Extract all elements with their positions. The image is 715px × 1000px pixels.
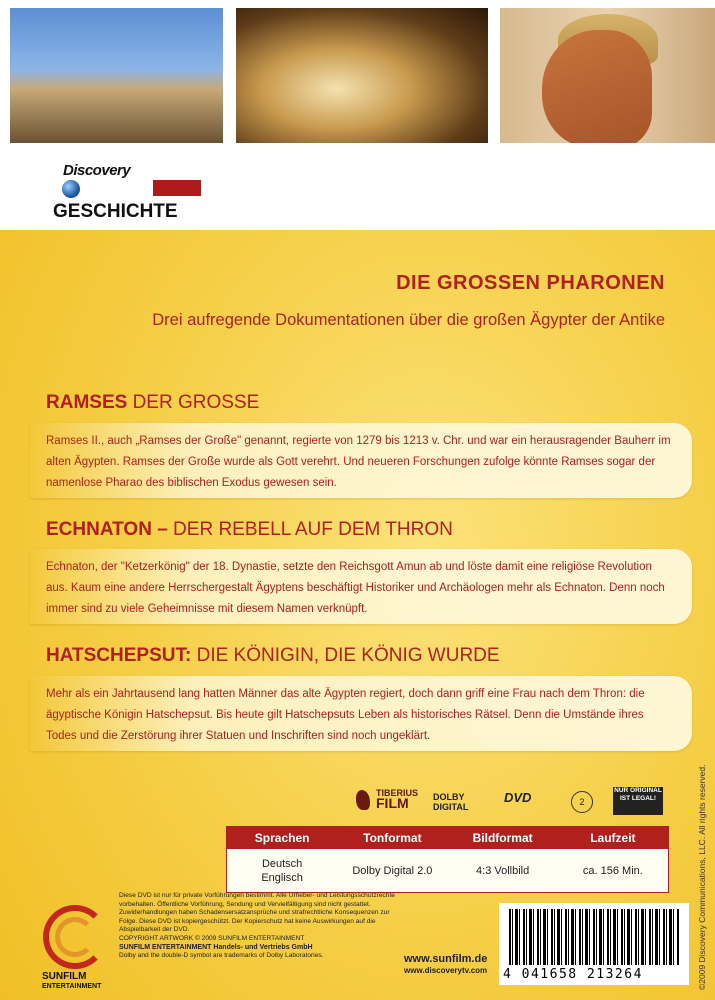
dolby-top-text: DOLBY [433, 792, 465, 802]
tiberius-icon [356, 790, 370, 810]
specs-table [226, 826, 669, 893]
section-heading-hatschepsut [46, 645, 500, 667]
pharaoh-face-shape [542, 30, 652, 143]
section-heading-bold: HATSCHEPSUT: [46, 645, 192, 666]
section-heading-rest: DIE KÖNIGIN, DIE KÖNIG WURDE [191, 645, 500, 666]
specs-tonformat-value [337, 849, 447, 892]
original-legal-badge [613, 787, 663, 815]
logo-sub-text: GESCHICHTE [53, 201, 178, 222]
tomb-photo [236, 8, 488, 143]
specs-languages [227, 849, 337, 892]
specs-header-bildformat: Bildformat [472, 831, 533, 845]
specs-value-row [227, 849, 668, 892]
section-box-hatschepsut [30, 676, 692, 751]
section-text: Ramses II., auch „Ramses der Große" genannt, regierte von 1279 bis 1213 v. Chr. und war ein herausragender Bauherr im alten Ägypten. Ramses der Große wurde als Gott verehrt. Und neueren Forschungen zufolge könnte Ramses sogar der namenlose Pharao des biblischen Exodus gewesen sein. [46, 435, 671, 489]
discovery-geschichte-logo [53, 158, 213, 226]
company-name: SUNFILM ENTERTAINMENT Handels- und Vertriebs GmbH [119, 943, 313, 951]
dolby-trademark: Dolby and the double-D symbol are trademarks of Dolby Laboratories. [119, 952, 324, 960]
bildformat-text: 4:3 Vollbild [476, 864, 530, 877]
dolby-digital-logo [433, 792, 468, 812]
laufzeit-text: ca. 156 Min. [582, 864, 643, 877]
section-text: Echnaton, der "Ketzerkönig" der 18. Dynastie, setzte den Reichsgott Amun ab und löste damit eine religiöse Revolution aus. Kaum eine andere Herrschergestalt Ägyptens beschäftigt Historiker und Archäologen mehr als Echnaton. Denn noch immer sind zu viele Geheimnisse mit diesem Namen verknüpft. [46, 561, 665, 615]
fine-print [119, 892, 409, 961]
language-2: Englisch [261, 871, 303, 884]
specs-header-row [227, 827, 668, 849]
page-title: DIE GROSSEN PHARONEN [396, 272, 665, 294]
obelisk-photo [10, 8, 223, 143]
dolby-bottom-text: DIGITAL [433, 802, 469, 812]
section-box-echnaton [30, 549, 692, 624]
section-heading-ramses [46, 392, 259, 414]
section-box-ramses [30, 423, 692, 498]
age-rating-badge: 2 [571, 791, 593, 813]
specs-header-sprachen: Sprachen [254, 831, 310, 845]
pharaoh-relief-photo [500, 8, 715, 143]
specs-laufzeit-value [558, 849, 668, 892]
section-text: Mehr als ein Jahrtausend lang hatten Männer das alte Ägypten regiert, doch dann griff eine Frau nach dem Thron: die ägyptische Königin Hatschepsut. Bis heute gilt Hatschepsuts Leben als historisches Rätsel. Denn die Umstände ihres Todes und die Zerstörung ihrer Statuen und Inschriften sind noch ungeklärt. [46, 688, 645, 742]
section-heading-bold: RAMSES [46, 392, 128, 413]
orig-line1: NUR ORIGINAL [614, 787, 662, 794]
section-heading-rest: DER GROSSE [127, 392, 260, 413]
specs-bildformat-value [448, 849, 558, 892]
copyright-notice: COPYRIGHT ARTWORK © 2009 SUNFILM ENTERTAINMENT [119, 934, 305, 942]
tiberius-film-logo [376, 788, 418, 810]
language-1: Deutsch [261, 857, 303, 870]
dvd-video-logo: DVD [504, 790, 532, 805]
logo-red-bar [153, 180, 201, 196]
sunfilm-name: SUNFILM [42, 971, 87, 982]
orig-line2: IST LEGAL! [619, 795, 657, 802]
spine-copyright: ©2009 Discovery Communications, LLC. All rights reserved. [697, 764, 707, 990]
sunfilm-url[interactable]: www.sunfilm.de [404, 953, 488, 965]
page-subtitle: Drei aufregende Dokumentationen über die großen Ägypter der Antike [152, 311, 665, 329]
photo-strip [0, 0, 715, 150]
discovery-url[interactable]: www.discoverytv.com [404, 966, 488, 975]
sunfilm-sub: ENTERTAINMENT [42, 983, 102, 990]
section-heading-echnaton [46, 519, 453, 541]
tonformat-text: Dolby Digital 2.0 [352, 864, 433, 877]
barcode-bars [509, 909, 679, 965]
legal-notice: Diese DVD ist nur für private Vorführungen bestimmt. Alle Urheber- und Leistungsschutzrechte vorbehalten. Öffentliche Vorführung, Sendung und Vervielfältigung sind nicht gestattet. Zuwiderhandlungen haben Schadensersatzansprüche und strafrechtliche Konsequenzen zur Folge. Diese DVD ist kopiergeschützt. Der Kopierschutz hat keine Auswirkungen auf die Abspielbarkeit der DVD. [119, 892, 395, 934]
section-heading-bold: ECHNATON – [46, 519, 168, 540]
sunfilm-logo-text [42, 972, 101, 992]
tiberius-big-text: FILM [376, 795, 409, 811]
section-heading-rest: DER REBELL AUF DEM THRON [167, 519, 453, 540]
tiberius-small-text: TIBERIUS [376, 788, 419, 798]
sunfilm-logo-inner-ring [55, 917, 95, 957]
globe-icon [62, 180, 80, 198]
barcode [499, 903, 689, 985]
specs-header-tonformat: Tonformat [363, 831, 422, 845]
specs-header-laufzeit: Laufzeit [590, 831, 636, 845]
barcode-number: 4 041658 213264 [503, 967, 643, 982]
logo-top-text: Discovery [63, 162, 131, 179]
